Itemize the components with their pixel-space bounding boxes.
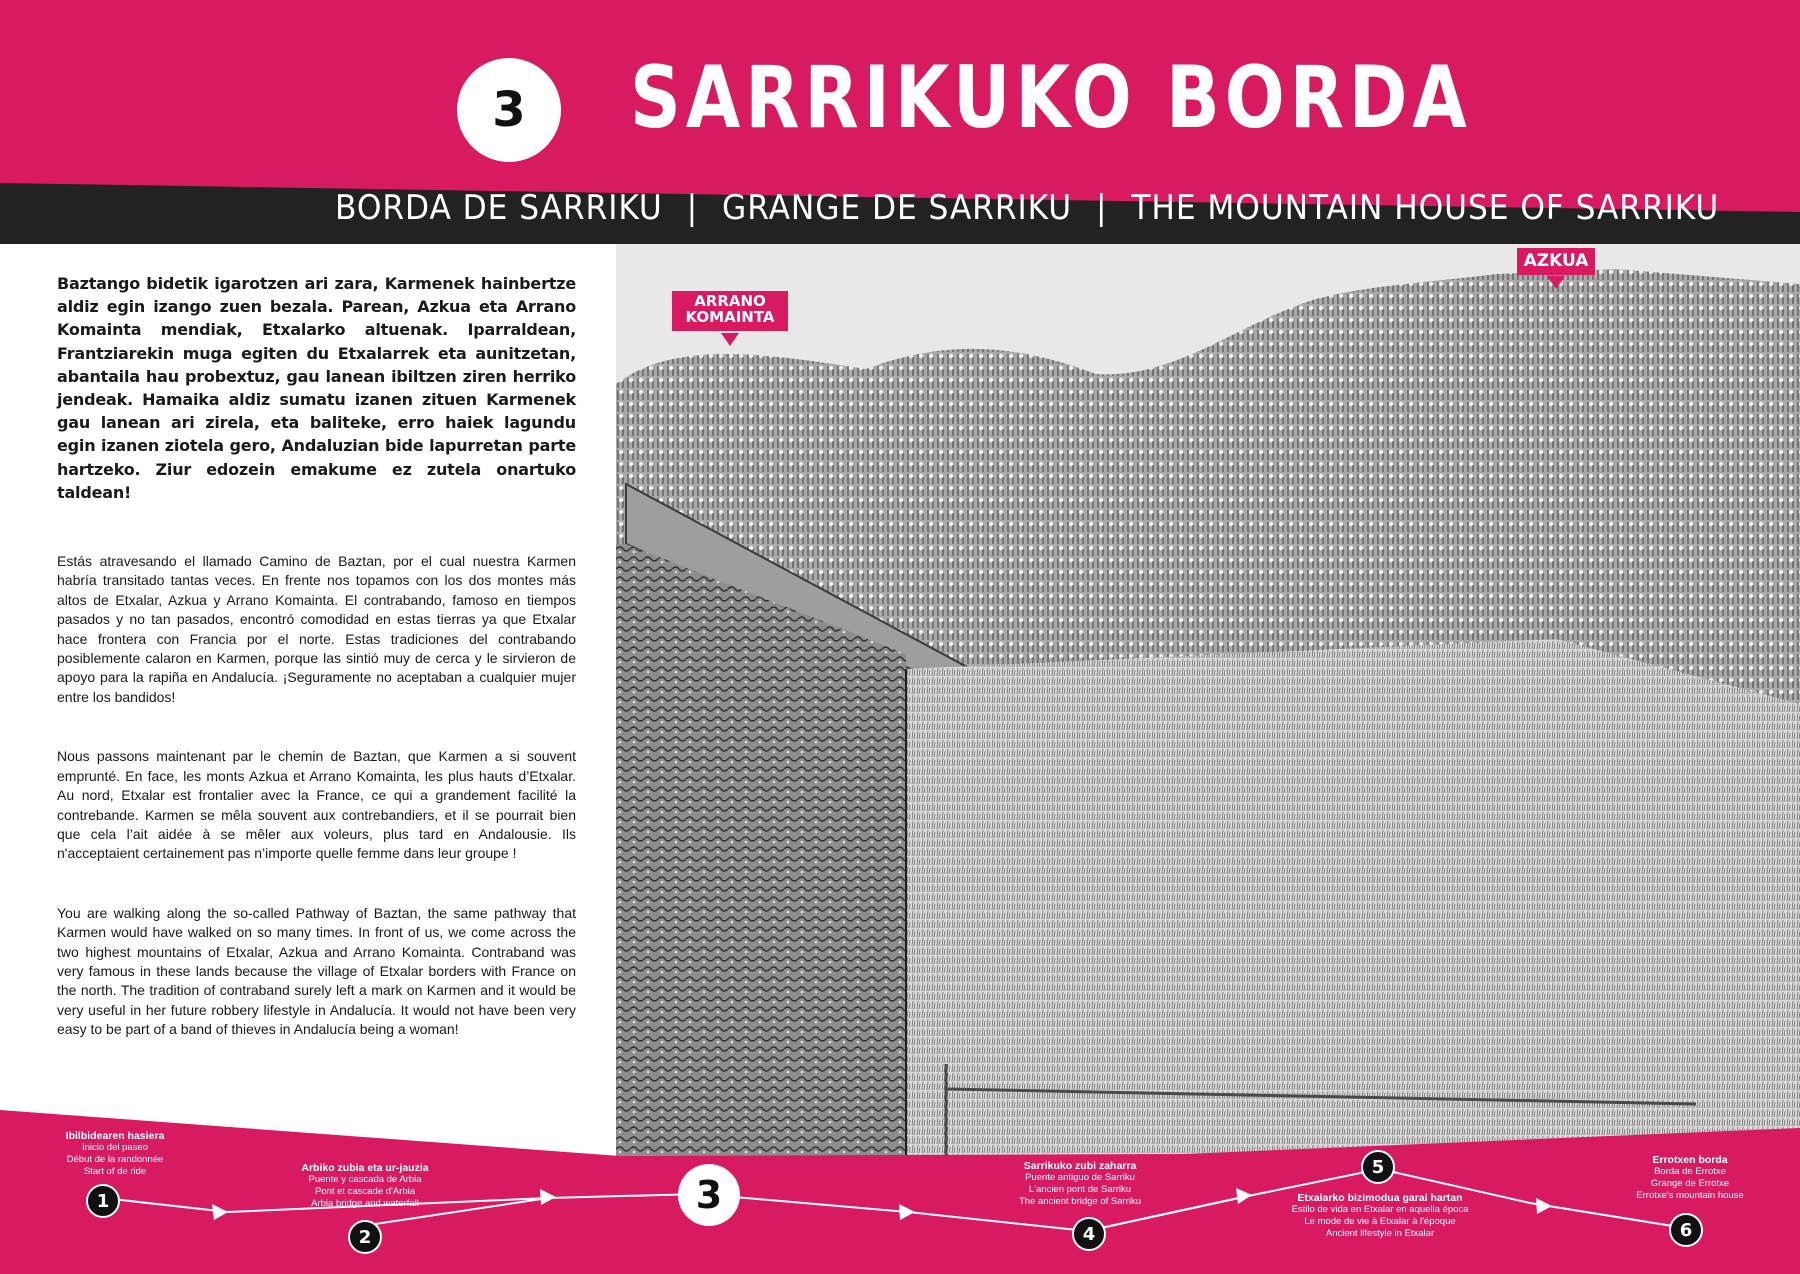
route-footer bbox=[0, 1100, 1800, 1274]
stop-title: Arbiko zubia eta ur-jauzia bbox=[301, 1162, 429, 1174]
stop-line: Ancient lifestyle in Etxalar bbox=[1325, 1228, 1435, 1239]
text-english: You are walking along the so-called Pathway of Baztan, the same pathway that Karmen would have walked on so many times. In front of us, we come across the two highest mountains of Etxalar, Azkua and Arrano Komainta. Contraband was very famous in these lands because the village of Etxalar borders with France on the north. The tradition of contraband surely left a mark on Karmen and it would be very useful in her future robbery lifestyle in Andalucía. It would not have been very easy to be part of a band of thieves in Andalucía being a woman! bbox=[57, 904, 576, 1038]
route-node-5: 5 bbox=[1361, 1150, 1395, 1184]
stop-line: Le mode de vie à Etxalar à l'époque bbox=[1304, 1216, 1456, 1227]
stop-line: Errotxe's mountain house bbox=[1636, 1190, 1744, 1201]
label-arrano-line2: KOMAINTA bbox=[685, 308, 775, 326]
stop-line: Puente antiguo de Sarriku bbox=[1025, 1172, 1135, 1183]
stop-line: L'ancien pont de Sarriku bbox=[1028, 1184, 1132, 1195]
stop-title: Errotxen borda bbox=[1652, 1154, 1728, 1166]
label-azkua: AZKUA bbox=[1517, 248, 1595, 275]
stop-line: Estilo de vida en Etxalar en aquella época bbox=[1291, 1204, 1469, 1215]
stop-line: Début de la randonnée bbox=[66, 1154, 164, 1165]
label-arrano-line1: ARRANO bbox=[694, 292, 766, 310]
stop-line: Pont et cascade d'Arbia bbox=[314, 1186, 416, 1197]
landscape-drawing bbox=[616, 244, 1800, 1161]
label-pointer-azkua bbox=[1547, 276, 1565, 289]
subtitle-eu: BORDA DE SARRIKU bbox=[335, 188, 663, 228]
stop-line: Arbia bridge and waterfall bbox=[311, 1198, 419, 1209]
route-node-current: 3 bbox=[678, 1164, 740, 1226]
stop-line: Puente y cascada de Arbia bbox=[308, 1174, 422, 1185]
route-node-1: 1 bbox=[86, 1184, 120, 1218]
stop-line: Borda de Errotxe bbox=[1654, 1166, 1726, 1177]
label-pointer-arrano bbox=[721, 333, 739, 346]
route-stop-5-info bbox=[1280, 1192, 1480, 1240]
route-stop-4-info bbox=[1000, 1160, 1160, 1208]
route-map bbox=[0, 1100, 1800, 1274]
page-title: SARRIKUKO BORDA bbox=[630, 48, 1472, 148]
text-french: Nous passons maintenant par le chemin de Baztan, que Karmen a si souvent emprunté. En face, les monts Azkua et Arrano Komainta, les plus hauts d’Etxalar. Au nord, Etxalar est frontalier avec la France, ce qui a grandement facilité la contrebande. Karmen se mêla souvent aux contrebandiers, et il se pourrait bien que cela l’ait aidée à se mêler aux voleurs, plus tard en Andalousie. Ils n'acceptaient certainement pas n’importe quelle femme dans leur groupe ! bbox=[57, 748, 576, 862]
text-spanish: Estás atravesando el llamado Camino de Baztan, por el cual nuestra Karmen habría transitado tantas veces. En frente nos topamos con los dos montes más altos de Etxalar, Azkua y Arrano Komainta. El contrabando, famoso en tiempos pasados y no tan pasados, encontró comodidad en estas tierras ya que Etxalar hace frontera con Francia por el norte. Estas tradiciones del contrabando posiblemente calaron en Karmen, porque las sintió muy de cerca y le sirvieron de apoyo para la rapiña en Andalucía. ¡Seguramente no aceptaban a cualquier mujer entre los bandidos! bbox=[57, 553, 576, 705]
route-node-6: 6 bbox=[1669, 1213, 1703, 1247]
stop-number-badge: 3 bbox=[457, 58, 561, 162]
route-node-4: 4 bbox=[1072, 1217, 1106, 1251]
route-stop-2-info bbox=[285, 1162, 445, 1210]
stop-line: Inicio del paseo bbox=[81, 1142, 149, 1153]
stop-title: Ibilbidearen hasiera bbox=[65, 1130, 165, 1142]
subtitle-separator: | bbox=[686, 188, 699, 228]
subtitle-fr: GRANGE DE SARRIKU bbox=[722, 188, 1073, 228]
text-basque: Baztango bidetik igarotzen ari zara, Karmenek hainbertze aldiz egin izango zuen bezala. Parean, Azkua eta Arrano Komainta mendiak, Etxalarko altuenak. Iparraldean, Frantziarekin muga egiten du Etxalarrek eta aunitzetan, abantaila hau probextuz, gau lanean ibiltzen ziren herriko jendeak. Hamaika aldiz sumatu izanen zituen Karmenek gau lanean ari zirela, eta baliteke, erro haiek lagundu egin izanen ziotela gero, Andaluzian bide lapurretan parte hartzeko. Ziur edozein emakume ez zutela onartuko taldean! bbox=[57, 274, 576, 502]
stop-title: Sarrikuko zubi zaharra bbox=[1023, 1160, 1137, 1172]
header bbox=[0, 0, 1800, 244]
subtitle-separator: | bbox=[1095, 188, 1108, 228]
label-arrano-komainta bbox=[672, 291, 788, 331]
stop-line: The ancient bridge of Sarriku bbox=[1019, 1196, 1141, 1207]
route-stop-1-info bbox=[40, 1130, 190, 1178]
stop-title: Etxalarko bizimodua garai hartan bbox=[1297, 1192, 1463, 1204]
subtitle-bar bbox=[335, 188, 1719, 228]
route-stop-6-info bbox=[1610, 1154, 1770, 1202]
stop-line: Start of de ride bbox=[83, 1166, 147, 1177]
subtitle-en: THE MOUNTAIN HOUSE OF SARRIKU bbox=[1131, 188, 1720, 228]
route-node-2: 2 bbox=[348, 1220, 382, 1254]
stop-line: Grange de Errotxe bbox=[1650, 1178, 1730, 1189]
text-column bbox=[57, 272, 576, 1080]
